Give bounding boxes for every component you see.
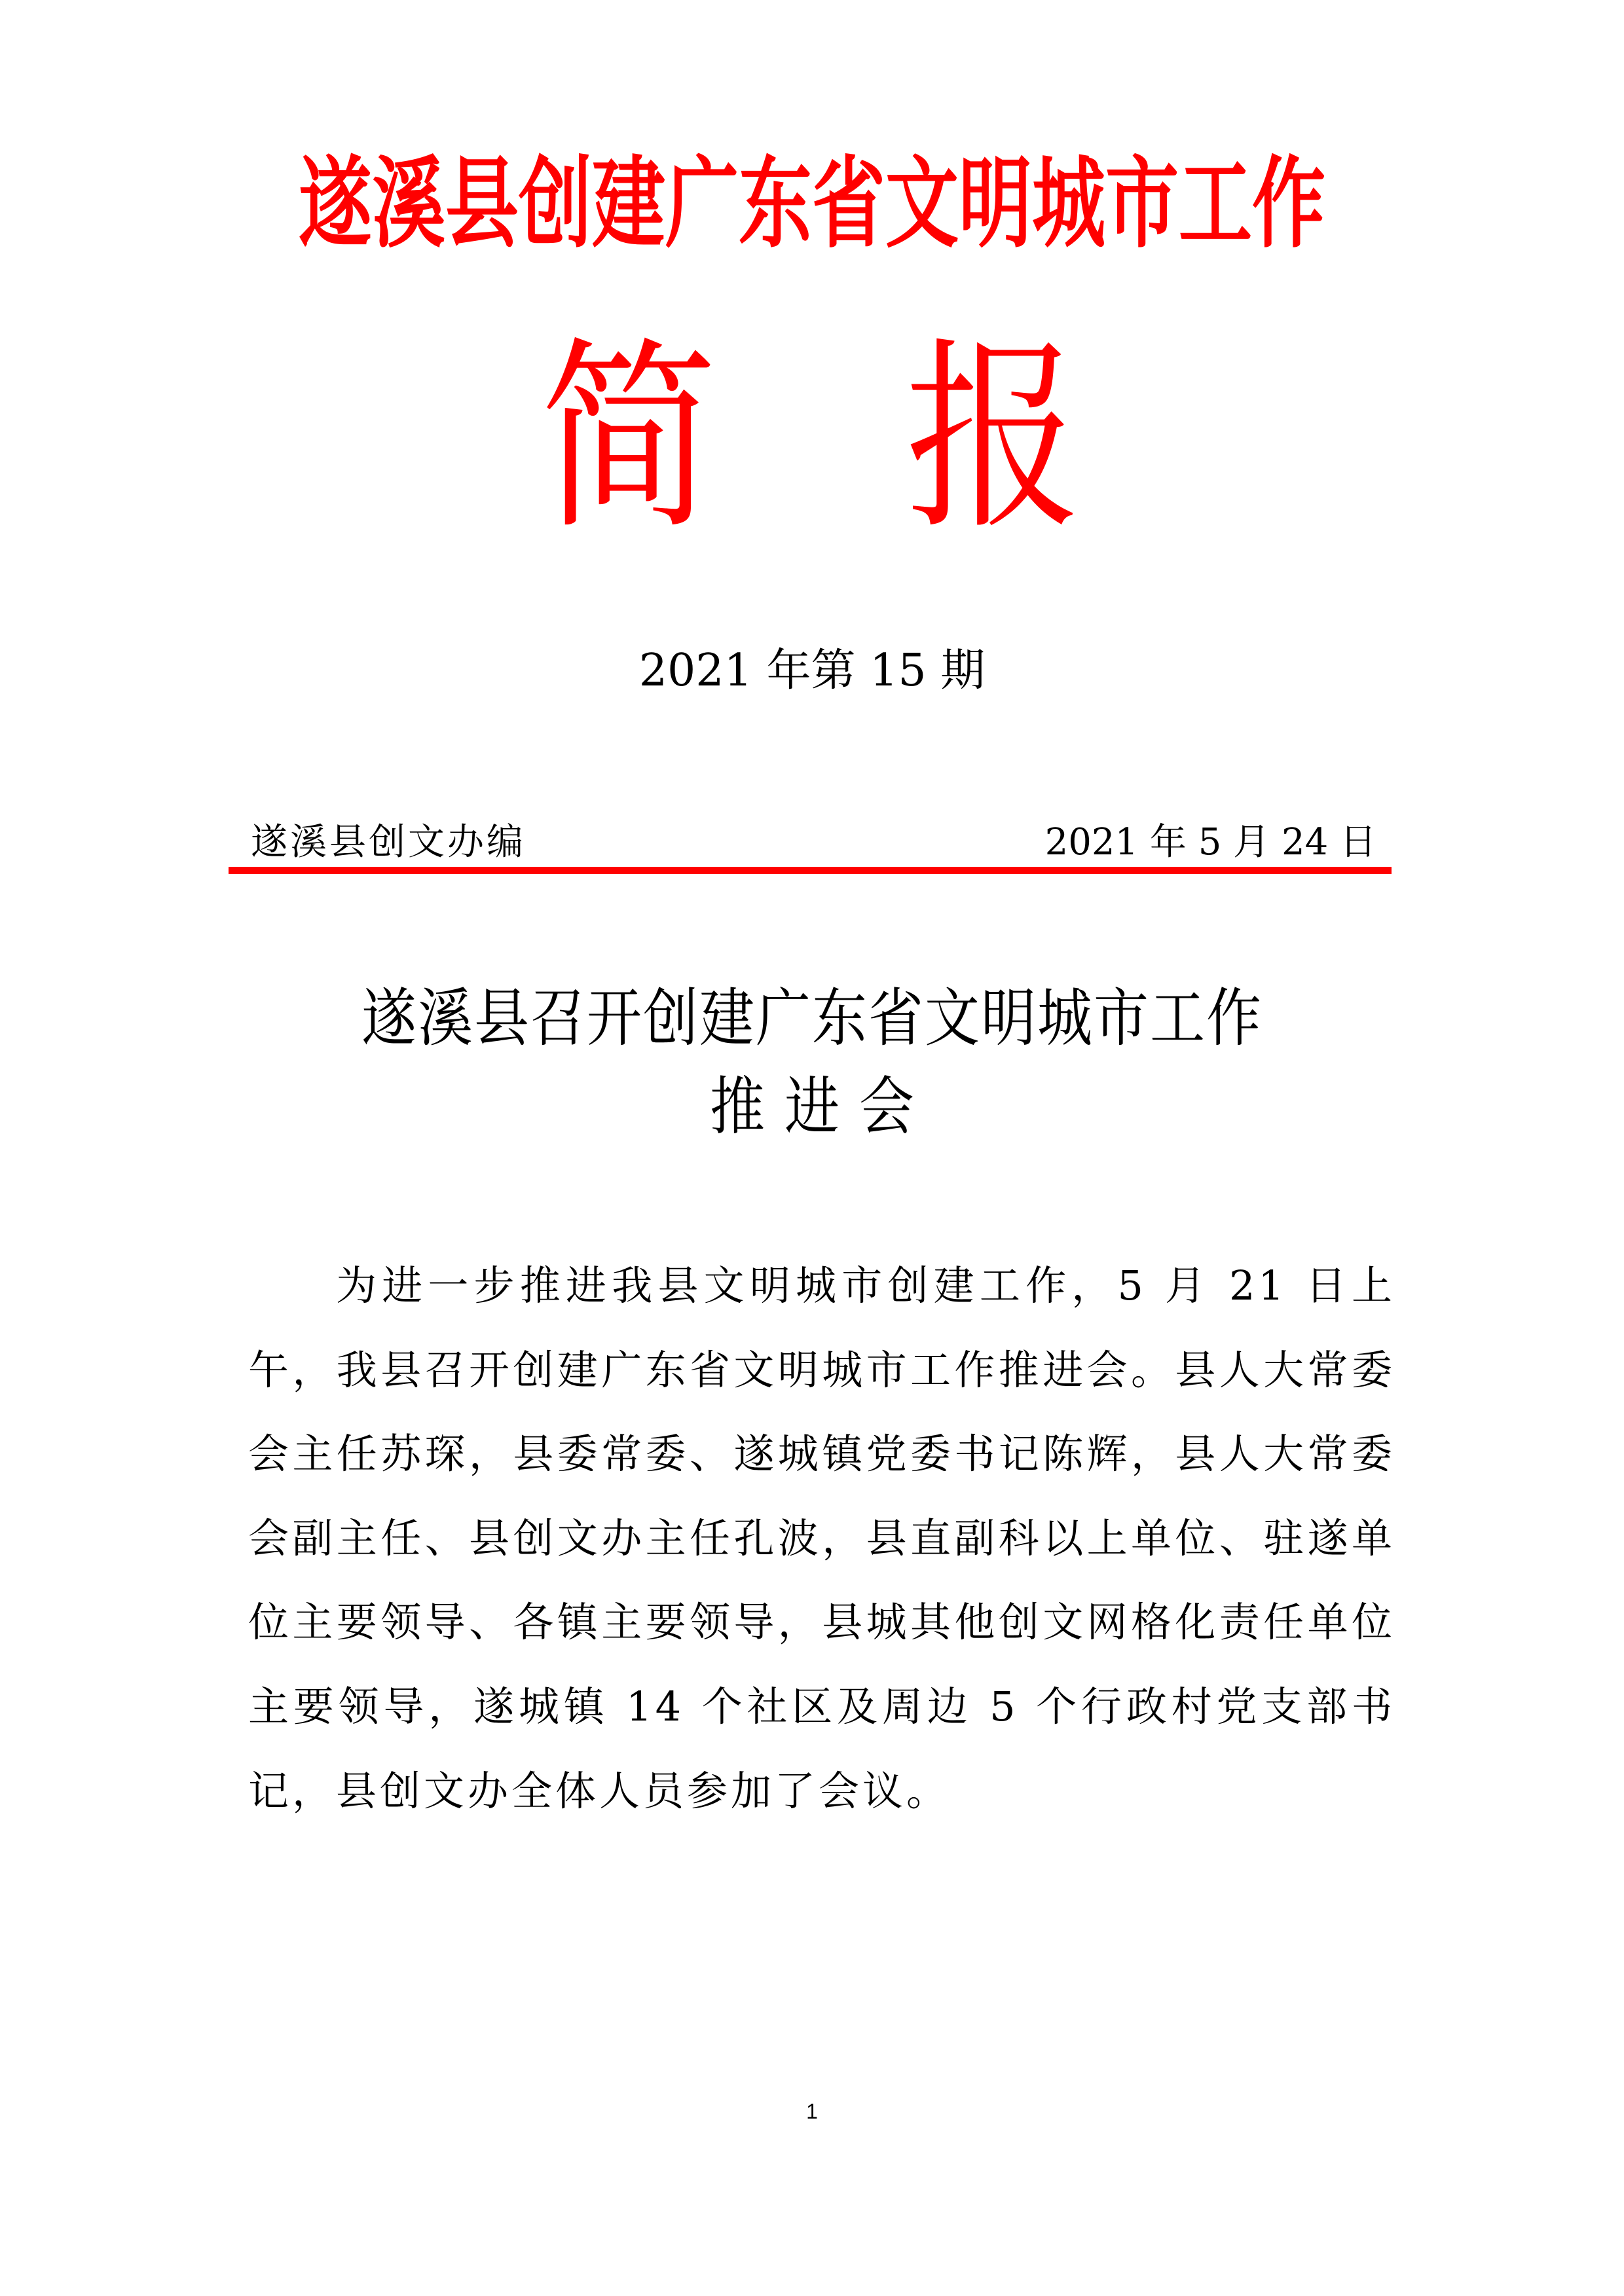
masthead-title: 遂溪县创建广东省文明城市工作 xyxy=(299,147,1325,262)
article-headline: 遂溪县召开创建广东省文明城市工作 xyxy=(361,981,1263,1055)
article-body-paragraph: 为进一步推进我县文明城市创建工作，5 月 21 日上午，我县召开创建广东省文明城市工作推进会。县人大常委会主任苏琛，县委常委、遂城镇党委书记陈辉，县人大常委会副主任、县创文办主任孔波，县直副科以上单位、驻遂单位主要领导、各镇主要领导，县城其他创文网格化责任单位主要领导，遂城镇 14 个社区及周边 5 个行政村党支部书记，县创文办全体人员参加了会议。 xyxy=(248,1262,1395,1815)
editor-credit: 遂溪县创文办编 xyxy=(251,821,526,864)
article-headline-continuation: 推进会 xyxy=(709,1069,934,1144)
page-number: 1 xyxy=(806,2100,818,2123)
red-divider-rule xyxy=(229,867,1392,874)
masthead-brief-char: 简 xyxy=(540,319,717,557)
publish-date: 2021 年 5 月 24 日 xyxy=(1044,821,1376,864)
issue-number: 2021 年第 15 期 xyxy=(638,645,986,697)
masthead-brief-char: 报 xyxy=(905,319,1082,557)
